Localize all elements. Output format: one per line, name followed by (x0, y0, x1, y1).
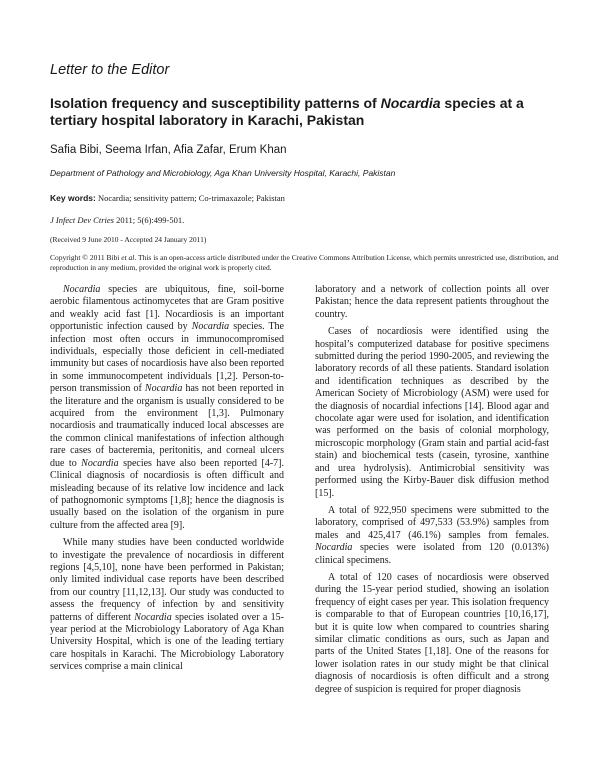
journal-name: J Infect Dev Ctries (50, 215, 114, 225)
authors: Safia Bibi, Seema Irfan, Afia Zafar, Erum Khan (50, 144, 287, 156)
body-column-left (50, 284, 284, 674)
genus-name: Nocardia (144, 383, 183, 395)
genus-name: Nocardia (315, 542, 353, 554)
text-run: species. The infection most often occurs in immunocompromised individuals, especially those deficient in cell-mediated immunity but cases of nocardiosis have also been reported in some immunocompetent individuals [1,2]. Person-to-person transmission of (50, 321, 284, 395)
text-run: species isolated over a 15-year period at the Microbiology Laboratory of Aga Khan University Hospital, which is one of the leading tertiary care hospitals in Karachi. The Microbiology Laboratory services comprise a main clinical (50, 611, 284, 673)
section-label: Letter to the Editor (50, 62, 170, 78)
title-part: Isolation frequency and susceptibility patterns of (50, 95, 381, 111)
paragraph (50, 537, 284, 673)
genus-name: Nocardia (81, 457, 119, 469)
paragraph (50, 284, 284, 532)
text-run: has not been reported in the literature and the organism is usually considered to be acquired from the environment [1,3]. Pulmonary nocardiosis and traumatically induced local abscesses are the common clinical manifestations of infection although rare cases of bacteremia, peritonitis, and corneal ulcers due to (50, 383, 284, 469)
copyright-notice (50, 253, 560, 273)
text-run: While many studies have been conducted worldwide to investigate the prevalence of nocardiosis in different regions [4,5,10], none have been performed in Pakistan; only limited individual case reports have been described from our country [11,12,13]. Our study was conducted to assess the frequency of infection by and sensitivity patterns of different (50, 537, 284, 623)
received-dates: (Received 9 June 2010 - Accepted 24 January 2011) (50, 235, 207, 244)
affiliation: Department of Pathology and Microbiology, Aga Khan University Hospital, Karachi, Pakistan (50, 168, 396, 178)
keywords (50, 193, 285, 203)
copyright-part: . This is an open-access article distributed under the Creative Commons Attribution License, which permits unrestricted use, distribution, and reproduction in any medium, provided the original work is properly cited. (50, 253, 559, 272)
title-part: species at a tertiary hospital laboratory in Karachi, Pakistan (50, 95, 524, 128)
paragraph: Cases of nocardiosis were identified using the hospital’s computerized database for positive specimens submitted during the period 1990-2005, and reviewing the laboratory records of all these patients. Standard isolation and identification techniques as described by the American Society of Microbiology (ASM) were used for the diagnosis of nocardial infections [14]. Blood agar and chocolate agar were used for isolation, and identification was performed on the basis of colonial morphology, microscopic morphology (Gram stain and partial acid-fast stain) and biochemical tests (casein, tyrosine, xanthine and urea hydrolysis). Antimicrobial sensitivity was performed using the Kirby-Bauer disk diffusion method [15]. (315, 326, 549, 499)
text-run: A total of 922,950 specimens were submitted to the laboratory, comprised of 497,533 (53.9%) samples from males and 425,417 (46.1%) samples from females. (315, 504, 549, 541)
keywords-list: Nocardia; sensitivity pattern; Co-trimaxazole; Pakistan (95, 193, 285, 203)
genus-name: Nocardia (134, 611, 172, 623)
copyright-etal: et al (121, 253, 135, 262)
keywords-label: Key words: (50, 193, 96, 203)
copyright-part: Copyright © 2011 Bibi (50, 253, 122, 262)
paragraph: A total of 120 cases of nocardiosis were observed during the 15-year period studied, showing an isolation frequency of eight cases per year. This isolation frequency is comparable to that of European countries [10,16,17], but it is quite low when compared to countries sharing similar climatic conditions as ours, such as Japan and parts of the United States [1,18]. One of the reasons for lower isolation rates in our study might be that clinical diagnosis of nocardiosis is often difficult and a strong degree of suspicion is required for proper diagnosis (315, 571, 549, 695)
article-title (50, 95, 560, 129)
text-run: species are ubiquitous, fine, soil-borne aerobic filamentous actinomycetes that are Gram positive and weakly acid fast [1]. Nocardiosis is an important opportunistic infection caused by (50, 284, 284, 333)
text-run: species were isolated from 120 (0.013%) clinical specimens. (315, 542, 549, 566)
text-run: species have also been reported [4-7]. Clinical diagnosis of nocardiosis is often difficult and misleading because of its relative low incidence and lack of pathognomonic symptoms [1,8]; hence the diagnosis is usually based on the isolation of the organism in pure culture from the affected area [9]. (50, 457, 284, 531)
paragraph: laboratory and a network of collection points all over Pakistan; hence the data represent patients throughout the country. (315, 284, 549, 320)
body-column-right (315, 284, 549, 696)
genus-name: Nocardia (191, 321, 230, 333)
paragraph (315, 505, 549, 567)
genus-name: Nocardia (63, 284, 101, 295)
journal-details: 2011; 5(6):499-501. (113, 215, 185, 225)
citation (50, 215, 184, 225)
title-genus: Nocardia (380, 95, 441, 111)
